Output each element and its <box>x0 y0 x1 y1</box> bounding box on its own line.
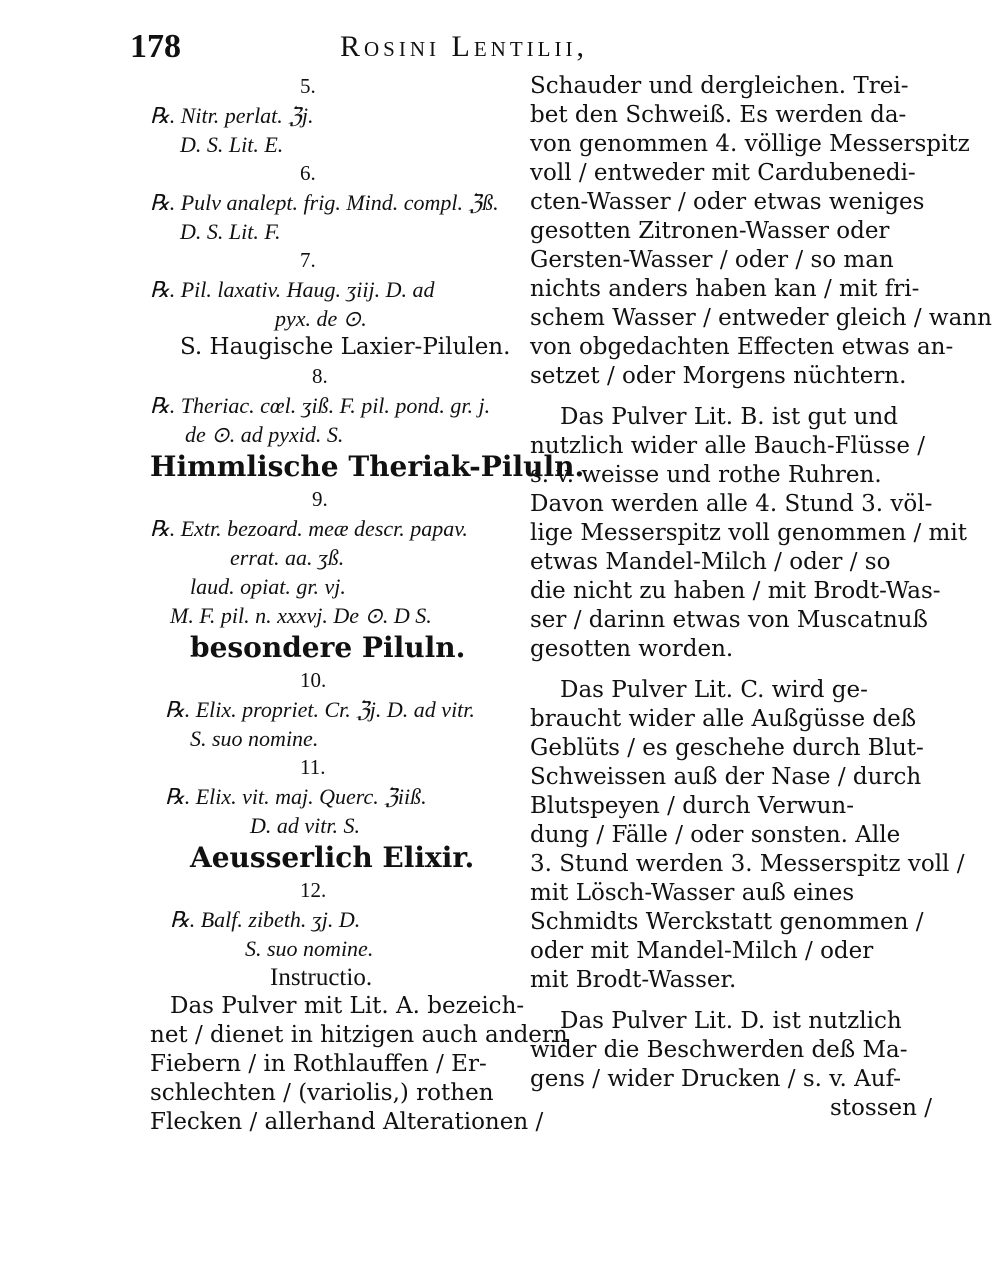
text-line: gesotten Zitronen-Wasser oder <box>530 218 890 244</box>
text-line: 6. <box>300 161 316 185</box>
text-line: D. ad vitr. S. <box>250 813 360 838</box>
text-line: Instructio. <box>270 964 373 991</box>
text-line: D. S. Lit. E. <box>180 132 284 157</box>
text-line: pyx. de ⊙. <box>275 306 367 331</box>
text-line: Himmlische Theriak-Piluln. <box>150 450 585 483</box>
left-column <box>150 72 585 1137</box>
text-line: von genommen 4. völlige Messerspitz <box>530 131 970 157</box>
text-line: Flecken / allerhand Alterationen / <box>150 1109 544 1135</box>
text-line: S. suo nomine. <box>190 726 319 751</box>
text-line: Das Pulver Lit. D. ist nutzlich <box>560 1008 902 1034</box>
text-line: 9. <box>312 487 328 511</box>
text-line: 5. <box>300 74 316 98</box>
text-line: die nicht zu haben / mit Brodt-Was- <box>530 578 941 604</box>
page-number: 178 <box>130 28 181 65</box>
text-line: stossen / <box>830 1095 932 1121</box>
text-line: bet den Schweiß. Es werden da- <box>530 102 907 128</box>
text-line: schem Wasser / entweder gleich / wann <box>530 305 992 331</box>
text-line: voll / entweder mit Cardubenedi- <box>530 160 916 186</box>
text-line: ℞. Nitr. perlat. ℨj. <box>150 103 314 128</box>
text-line: Gersten-Wasser / oder / so man <box>530 247 894 273</box>
text-line: etwas Mandel-Milch / oder / so <box>530 549 891 575</box>
text-line: ℞. Elix. vit. maj. Querc. ℨiiß. <box>165 784 427 809</box>
text-line: schlechten / (variolis,) rothen <box>150 1080 494 1106</box>
text-line: Schauder und dergleichen. Trei- <box>530 73 909 99</box>
text-line: mit Lösch-Wasser auß eines <box>530 880 855 906</box>
text-line: 8. <box>312 364 328 388</box>
text-line: gesotten worden. <box>530 636 734 662</box>
text-line: 3. Stund werden 3. Messerspitz voll / <box>530 851 965 877</box>
text-line: errat. aa. ʒß. <box>230 545 345 570</box>
text-line: S. Haugische Laxier-Pilulen. <box>180 334 511 360</box>
text-line: setzet / oder Morgens nüchtern. <box>530 363 907 389</box>
text-line: oder mit Mandel-Milch / oder <box>530 938 874 964</box>
text-line: Das Pulver Lit. C. wird ge- <box>560 677 868 703</box>
text-line: lige Messerspitz voll genommen / mit <box>530 520 967 546</box>
running-title: Rosini Lentilii, <box>340 30 588 63</box>
text-line: laud. opiat. gr. vj. <box>190 574 346 599</box>
paragraph-gap <box>530 995 930 1007</box>
text-line: 12. <box>300 878 327 902</box>
text-line: 10. <box>300 668 327 692</box>
text-line: wider die Beschwerden deß Ma- <box>530 1037 908 1063</box>
text-line: ℞. Pil. laxativ. Haug. ʒiij. D. ad <box>150 277 435 302</box>
text-line: ℞. Balf. zibeth. ʒj. D. <box>170 907 361 932</box>
text-line: ℞. Pulv analept. frig. Mind. compl. ℨß. <box>150 190 499 215</box>
text-line: von obgedachten Effecten etwas an- <box>530 334 954 360</box>
text-line: Das Pulver mit Lit. A. bezeich- <box>170 993 525 1019</box>
text-line: net / dienet in hitzigen auch andern <box>150 1022 568 1048</box>
text-line: nichts anders haben kan / mit fri- <box>530 276 920 302</box>
text-line: 7. <box>300 248 316 272</box>
text-line: M. F. pil. n. xxxvj. De ⊙. D S. <box>170 603 432 628</box>
text-line: de ⊙. ad pyxid. S. <box>185 422 344 447</box>
text-line: Fiebern / in Rothlauffen / Er- <box>150 1051 487 1077</box>
right-column <box>530 72 992 1123</box>
text-line: nutzlich wider alle Bauch-Flüsse / <box>530 433 926 459</box>
text-line: ℞. Extr. bezoard. meæ descr. papav. <box>150 516 468 541</box>
paragraph-gap <box>530 664 930 676</box>
text-line: ℞. Theriac. cœl. ʒiß. F. pil. pond. gr. j. <box>150 393 491 418</box>
text-line: Schweissen auß der Nase / durch <box>530 764 922 790</box>
text-line: besondere Piluln. <box>190 631 466 664</box>
text-line: cten-Wasser / oder etwas weniges <box>530 189 925 215</box>
text-line: 11. <box>300 755 326 779</box>
text-line: ℞. Elix. propriet. Cr. ℨj. D. ad vitr. <box>165 697 475 722</box>
text-line: dung / Fälle / oder sonsten. Alle <box>530 822 901 848</box>
text-line: Schmidts Werckstatt genommen / <box>530 909 924 935</box>
text-line: Blutspeyen / durch Verwun- <box>530 793 854 819</box>
text-line: mit Brodt-Wasser. <box>530 967 737 993</box>
text-line: gens / wider Drucken / s. v. Auf- <box>530 1066 902 1092</box>
text-line: s. v. weisse und rothe Ruhren. <box>530 462 882 488</box>
paragraph-gap <box>530 391 930 403</box>
text-line: braucht wider alle Außgüsse deß <box>530 706 917 732</box>
text-line: Aeusserlich Elixir. <box>190 841 475 874</box>
text-line: D. S. Lit. F. <box>180 219 281 244</box>
text-line: Davon werden alle 4. Stund 3. völ- <box>530 491 933 517</box>
text-line: ser / darinn etwas von Muscatnuß <box>530 607 928 633</box>
text-line: Geblüts / es geschehe durch Blut- <box>530 735 924 761</box>
text-line: Das Pulver Lit. B. ist gut und <box>560 404 898 430</box>
page-header <box>130 28 930 68</box>
text-line: S. suo nomine. <box>245 936 374 961</box>
